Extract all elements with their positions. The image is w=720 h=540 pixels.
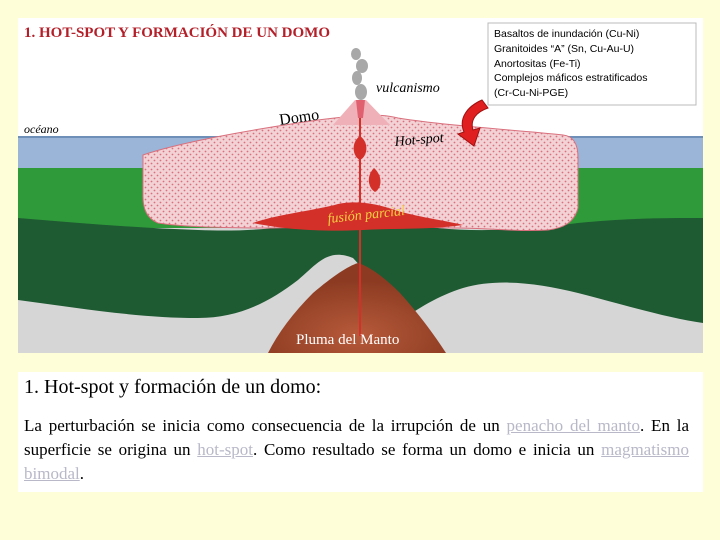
caption-title bbox=[24, 374, 689, 400]
caption-text: La perturbación se inicia como consecuencia de la irrupción de un bbox=[24, 416, 507, 435]
caption-title-text: 1. Hot-spot y formación de un domo bbox=[24, 376, 316, 398]
caption-text: . Como resultado se forma un domo e inicia un bbox=[252, 440, 602, 459]
caption-text: . En la superficie se origina un bbox=[24, 416, 690, 459]
legend-item: Granitoides “A” (Sn, Cu-Au-U) bbox=[494, 43, 635, 55]
caption-box bbox=[18, 372, 703, 492]
label-domo: Domo bbox=[278, 106, 321, 129]
label-hotspot: Hot-spot bbox=[394, 130, 445, 150]
legend-item: Anortositas (Fe-Ti) bbox=[494, 58, 581, 70]
label-pluma: Pluma del Manto bbox=[296, 332, 400, 348]
link-hot-spot[interactable]: hot-spot bbox=[197, 440, 253, 459]
link-penacho-del-manto[interactable]: penacho del manto bbox=[506, 416, 641, 435]
hotspot-diagram bbox=[18, 18, 703, 353]
diagram-title: 1. HOT-SPOT Y FORMACIÓN DE UN DOMO bbox=[24, 25, 330, 41]
legend-item: (Cr-Cu-Ni-PGE) bbox=[494, 87, 569, 99]
label-oceano: océano bbox=[24, 122, 59, 136]
link-magmatismo-bimodal[interactable]: magmatismo bimodal bbox=[24, 440, 689, 483]
legend-item: Complejos máficos estratificados bbox=[494, 72, 648, 84]
caption-body bbox=[24, 414, 689, 486]
caption-title-colon: : bbox=[315, 376, 322, 398]
label-fusion-parcial: fusión parcial bbox=[326, 203, 406, 227]
label-vulcanismo: vulcanismo bbox=[376, 81, 440, 96]
caption-text: . bbox=[79, 464, 84, 483]
legend-item: Basaltos de inundación (Cu-Ni) bbox=[494, 28, 640, 40]
